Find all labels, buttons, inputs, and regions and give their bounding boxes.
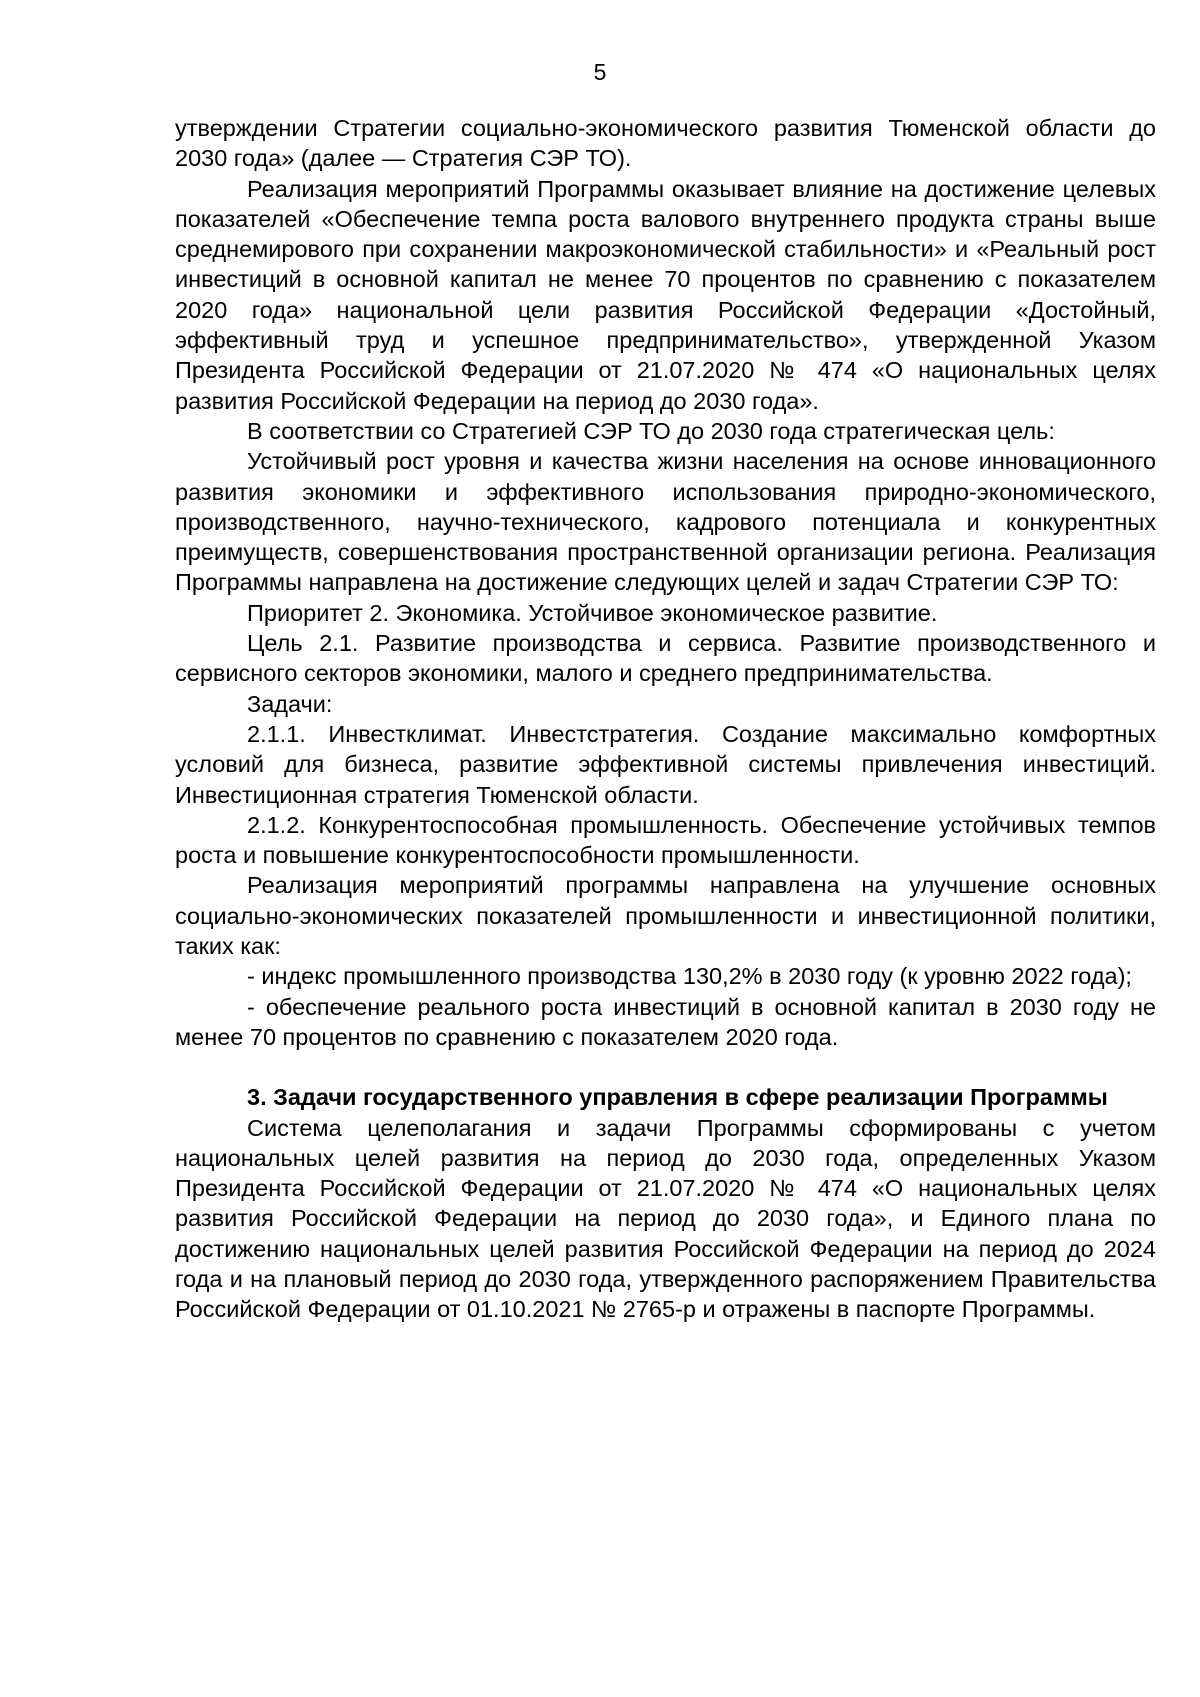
paragraph-task-2-1-1: 2.1.1. Инвестклимат. Инвестстратегия. Создание максимально комфортных условий для бизнеса, развитие эффективной системы привлечения инвестиций. Инвестиционная стратегия Тюменской области. (175, 720, 1156, 808)
paragraph-tasks-label: Задачи: (247, 690, 333, 717)
list-item-investment-growth: - обеспечение реального роста инвестиций в основной капитал в 2030 году не менее 70 процентов по сравнению с показателем 2020 года. (175, 993, 1156, 1050)
paragraph-task-2-1-2: 2.1.2. Конкурентоспособная промышленность. Обеспечение устойчивых темпов роста и повышение конкурентоспособности промышленности. (175, 811, 1156, 869)
page-number: 5 (593, 59, 607, 85)
paragraph-strategy-continuation: утверждении Стратегии социально-экономического развития Тюменской области до 2030 года» (далее — Стратегия СЭР ТО). (175, 115, 1156, 172)
document-body (175, 113, 1156, 1325)
paragraph-strategic-goal: Устойчивый рост уровня и качества жизни населения на основе инновационного развития экономики и эффективного использования природно-экономического, производственного, научно-технического, кадрового потенциала и конкурентных преимуществ, совершенствования пространственной организации региона. Реализация Программы направлена на достижение следующих целей и задач Стратегии СЭР ТО: (175, 448, 1156, 596)
paragraph-goal-2-1: Цель 2.1. Развитие производства и сервиса. Развитие производственного и сервисного секторов экономики, малого и среднего предпринимательства. (175, 630, 1156, 687)
paragraph-priority: Приоритет 2. Экономика. Устойчивое экономическое развитие. (247, 599, 938, 626)
paragraph-goal-setting-system: Система целеполагания и задачи Программы сформированы с учетом национальных целей развития на период до 2030 года, определенных Указом Президента Российской Федерации от 21.07.2020 № 474 «О национальных целях развития Российской Федерации на период до 2030 года», и Единого плана по достижению национальных целей развития Российской Федерации на период до 2024 года и на плановый период до 2030 года, утвержденного распоряжением Правительства Российской Федерации от 01.10.2021 № 2765-р и отражены в паспорте Программы. (175, 1114, 1156, 1323)
section-heading: 3. Задачи государственного управления в сфере реализации Программы (247, 1084, 1108, 1111)
paragraph-indicators-intro: Реализация мероприятий программы направлена на улучшение основных социально-экономических показателей промышленности и инвестиционной политики, таких как: (175, 872, 1156, 960)
paragraph-strategic-goal-intro: В соответствии со Стратегией СЭР ТО до 2030 года стратегическая цель: (247, 417, 1055, 444)
list-item-industrial-index: - индекс промышленного производства 130,2% в 2030 году (к уровню 2022 года); (247, 963, 1132, 990)
paragraph-program-impact: Реализация мероприятий Программы оказывает влияние на достижение целевых показателей «Обеспечение темпа роста валового внутреннего продукта страны выше среднемирового при сохранении макроэкономической стабильности» и «Реальный рост инвестиций в основной капитал не менее 70 процентов по сравнению с показателем 2020 года» национальной цели развития Российской Федерации «Достойный, эффективный труд и успешное предпринимательство», утвержденной Указом Президента Российской Федерации от 21.07.2020 № 474 «О национальных целях развития Российской Федерации на период до 2030 года». (175, 175, 1156, 414)
